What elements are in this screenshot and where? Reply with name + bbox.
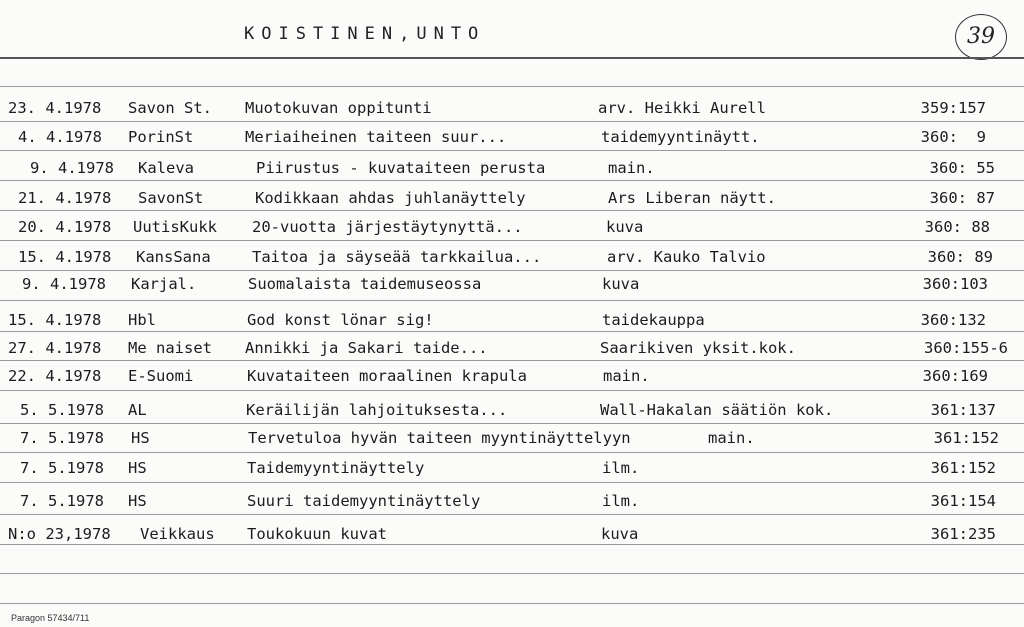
entry-title: 20-vuotta järjestäytynyttä...: [252, 218, 523, 236]
entry-title: Kuvataiteen moraalinen krapula: [247, 367, 527, 385]
header-rule: [0, 57, 1024, 59]
entry-row: [0, 429, 1024, 451]
ruled-line: [0, 121, 1024, 122]
entry-title: Keräilijän lahjoituksesta...: [246, 401, 508, 419]
entry-type: taidemyyntinäytt.: [601, 128, 760, 146]
entry-source: Hbl: [128, 311, 156, 329]
ruled-line: [0, 270, 1024, 271]
entry-type: Wall-Hakalan säätiön kok.: [600, 401, 834, 419]
entry-reference: 361:152: [933, 429, 999, 447]
entry-reference: 360:169: [922, 367, 988, 385]
entry-source: Kaleva: [138, 159, 194, 177]
entry-type: kuva: [602, 275, 640, 293]
entry-source: Veikkaus: [140, 525, 215, 543]
ruled-line: [0, 423, 1024, 424]
entry-type: ilm.: [602, 492, 640, 510]
entry-title: Suuri taidemyyntinäyttely: [247, 492, 481, 510]
entry-reference: 360: 55: [929, 159, 995, 177]
entry-reference: 360: 89: [927, 248, 993, 266]
entry-type: ilm.: [602, 459, 640, 477]
entry-row: [0, 492, 1024, 514]
entry-reference: 360:155-6: [924, 339, 1008, 357]
entry-type: main.: [708, 429, 755, 447]
entry-source: Me naiset: [128, 339, 212, 357]
entry-reference: 361:154: [930, 492, 996, 510]
entry-row: [0, 367, 1024, 389]
entry-type: Saarikiven yksit.kok.: [600, 339, 796, 357]
entry-reference: 361:152: [930, 459, 996, 477]
entry-title: Annikki ja Sakari taide...: [245, 339, 488, 357]
entry-source: E-Suomi: [128, 367, 194, 385]
entry-reference: 360:132: [920, 311, 986, 329]
entry-type: Ars Liberan näytt.: [608, 189, 776, 207]
entry-row: [0, 311, 1024, 333]
entry-source: KansSana: [136, 248, 211, 266]
entry-date: 9. 4.1978: [30, 159, 114, 177]
ruled-line: [0, 300, 1024, 301]
entry-title: Taitoa ja säyseää tarkkailua...: [252, 248, 542, 266]
entry-date: 15. 4.1978: [18, 248, 112, 266]
entry-reference: 360: 88: [924, 218, 990, 236]
ruled-line: [0, 603, 1024, 604]
entry-date: N:o 23,1978: [8, 525, 111, 543]
entry-title: Meriaiheinen taiteen suur...: [245, 128, 507, 146]
entry-date: 9. 4.1978: [22, 275, 106, 293]
entry-source: AL: [128, 401, 147, 419]
entry-source: HS: [128, 492, 147, 510]
entry-source: Karjal.: [131, 275, 197, 293]
entry-reference: 359:157: [920, 99, 986, 117]
entry-row: [0, 525, 1024, 547]
page-number-badge: 39: [955, 14, 1007, 60]
entry-row: [0, 99, 1024, 121]
entry-source: SavonSt: [138, 189, 204, 207]
entry-date: 4. 4.1978: [18, 128, 102, 146]
ruled-line: [0, 86, 1024, 87]
entry-title: Suomalaista taidemuseossa: [248, 275, 482, 293]
entry-source: UutisKukk: [133, 218, 217, 236]
entry-date: 20. 4.1978: [18, 218, 112, 236]
ruled-line: [0, 390, 1024, 391]
entry-type: arv. Kauko Talvio: [607, 248, 766, 266]
entry-title: Piirustus - kuvataiteen perusta: [256, 159, 546, 177]
entry-source: HS: [128, 459, 147, 477]
entry-reference: 361:235: [930, 525, 996, 543]
ruled-line: [0, 573, 1024, 574]
entry-source: PorinSt: [128, 128, 194, 146]
ruled-line: [0, 482, 1024, 483]
entry-date: 27. 4.1978: [8, 339, 102, 357]
ruled-line: [0, 240, 1024, 241]
entry-row: [0, 189, 1024, 211]
entry-reference: 361:137: [930, 401, 996, 419]
ruled-line: [0, 514, 1024, 515]
entry-title: Kodikkaan ahdas juhlanäyttely: [255, 189, 526, 207]
entry-date: 22. 4.1978: [8, 367, 102, 385]
ruled-line: [0, 150, 1024, 151]
entry-row: [0, 218, 1024, 240]
entry-date: 15. 4.1978: [8, 311, 102, 329]
entry-title: God konst lönar sig!: [247, 311, 434, 329]
entry-type: arv. Heikki Aurell: [598, 99, 766, 117]
entry-title: Muotokuvan oppitunti: [245, 99, 432, 117]
entry-title: Toukokuun kuvat: [247, 525, 387, 543]
entry-type: taidekauppa: [602, 311, 705, 329]
card-title: KOISTINEN,UNTO: [244, 24, 486, 44]
printer-mark: Paragon 57434/711: [11, 613, 90, 623]
ruled-line: [0, 452, 1024, 453]
entry-source: HS: [131, 429, 150, 447]
entry-row: [0, 159, 1024, 181]
entry-type: main.: [608, 159, 655, 177]
entry-source: Savon St.: [128, 99, 212, 117]
entry-row: [0, 339, 1024, 361]
entry-type: kuva: [601, 525, 639, 543]
entry-date: 21. 4.1978: [18, 189, 112, 207]
entry-title: Taidemyyntinäyttely: [247, 459, 425, 477]
entry-date: 7. 5.1978: [20, 492, 104, 510]
entry-date: 7. 5.1978: [20, 429, 104, 447]
entry-date: 7. 5.1978: [20, 459, 104, 477]
entry-type: kuva: [606, 218, 644, 236]
entry-title: Tervetuloa hyvän taiteen myyntinäyttelyyn: [248, 429, 631, 447]
entry-date: 23. 4.1978: [8, 99, 102, 117]
entry-reference: 360:103: [922, 275, 988, 293]
entry-row: [0, 459, 1024, 481]
entry-type: main.: [603, 367, 650, 385]
entry-reference: 360: 9: [920, 128, 986, 146]
entry-row: [0, 248, 1024, 270]
entry-row: [0, 128, 1024, 150]
entry-reference: 360: 87: [929, 189, 995, 207]
entry-date: 5. 5.1978: [20, 401, 104, 419]
entry-row: [0, 275, 1024, 297]
entry-row: [0, 401, 1024, 423]
